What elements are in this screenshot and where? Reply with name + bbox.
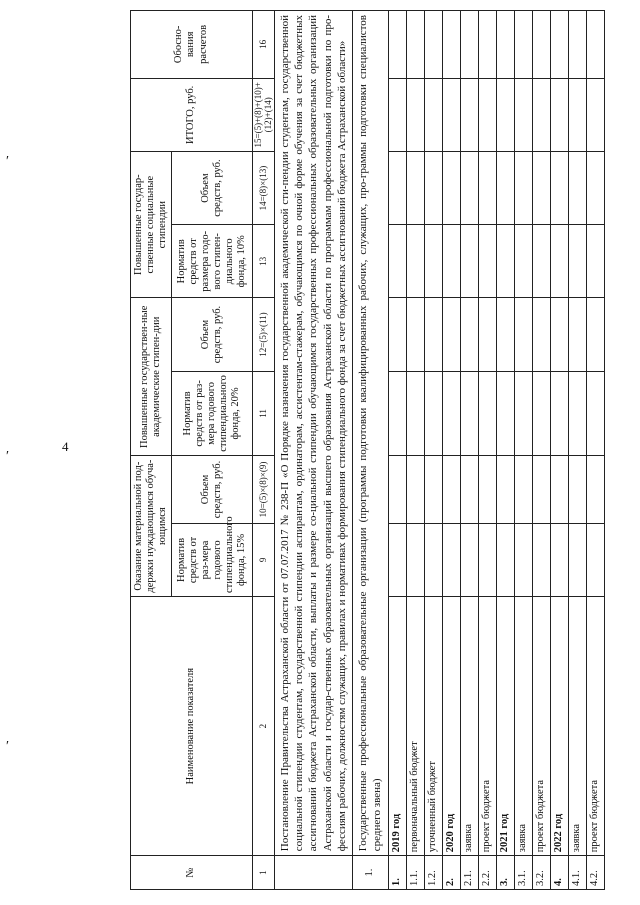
row-cell [514,78,532,151]
colnum: 14=(8)×(13) [253,151,275,224]
table-row [532,11,550,890]
row-name: заявка [514,597,532,856]
row-cell [442,456,460,524]
row-cell [568,151,586,224]
row-cell [514,151,532,224]
table-row [460,11,478,890]
row-cell [550,225,568,298]
colnum: 16 [253,11,275,79]
row-cell [460,523,478,596]
row-cell [442,78,460,151]
row-cell [388,78,406,151]
row-name: 2022 год [550,597,568,856]
row-number: 1.2. [424,856,442,890]
header-total: ИТОГО, руб. [131,78,253,151]
row-cell [496,371,514,456]
row-cell [424,456,442,524]
table-row [568,11,586,890]
row-number: 3.1. [514,856,532,890]
row-cell [478,523,496,596]
row-cell [496,151,514,224]
row-cell [568,456,586,524]
header-group-1: Оказание материальной под-держки нуждающимся обуча-ющимся [131,456,172,597]
row-cell [514,456,532,524]
margin-mark-1: ′ [6,154,10,169]
row-cell [460,298,478,371]
row-cell [496,523,514,596]
row-cell [460,78,478,151]
row-cell [532,523,550,596]
row-number: 2.2. [478,856,496,890]
row-cell [478,456,496,524]
row-name: 2020 год [442,597,460,856]
row-cell [514,225,532,298]
row-cell [388,523,406,596]
resolution-text: Постановление Правительства Астраханской области от 07.07.2017 № 238-П «О Порядке назначения государственной академической сти-пендии студентам, государственной социальной стипендии студентам, государственной стипендии аспирантам, ординаторам, ассистентам-стажерам, обучающимся по очной форме обучения за счет бюджетных ассигнований бюджета Астраханской области, выплаты и размере со-циальной стипендии обучающимся государственных профессиональных образовательных организаций Астраханской области и государ-ственных образовательных организаций высшего образования Астраханской области по программам профессиональной подготовки по про-фессиям рабочих, должностям служащих, правилах и нормативах формирования стипендиального фонда за счет бюджетных ассигнований бюджета Астраханской области» [274,11,352,856]
colnum: 2 [253,597,275,856]
row-cell [406,298,424,371]
colnum: 15=(5)+(8)+(10)+(12)+(14) [253,78,275,151]
margin-mark-3: ′ [6,739,10,754]
row-cell [406,456,424,524]
row-cell [478,78,496,151]
row-cell [424,78,442,151]
header-g3-norm: Норматив средств от размера годо-вого стипен-диального фонда, 10% [172,225,253,298]
table-row [550,11,568,890]
colnum: 10=(5)×(8)×(9) [253,456,275,524]
row-cell [550,456,568,524]
row-cell [568,298,586,371]
row-cell [550,523,568,596]
row-cell [496,456,514,524]
row-cell [532,298,550,371]
resolution-row [274,11,352,890]
row-cell [442,298,460,371]
row-cell [532,11,550,79]
table-row [478,11,496,890]
row-cell [460,225,478,298]
row-number: 3. [496,856,514,890]
table-row [586,11,604,890]
row-cell [514,523,532,596]
table-row [442,11,460,890]
row-cell [388,225,406,298]
table-row [406,11,424,890]
row-number: 2.1. [460,856,478,890]
budget-table [130,10,605,890]
row-cell [478,225,496,298]
row-cell [586,151,604,224]
table-row [388,11,406,890]
header-g1-vol: Объем средств, руб. [172,456,253,524]
row-cell [550,298,568,371]
row-cell [478,11,496,79]
row-cell [478,151,496,224]
row-cell [586,523,604,596]
row-cell [424,225,442,298]
header-g3-vol: Объем средств, руб. [172,151,253,224]
colnum: 11 [253,371,275,456]
row-cell [568,225,586,298]
section-text: Государственные профессиональные образовательные организации (программы подготовки квалифицированных рабочих, служащих, про-граммы подготовки специалистов среднего звена) [353,11,389,856]
row-cell [406,225,424,298]
row-cell [514,371,532,456]
row-name: уточненный бюджет [424,597,442,856]
header-group-2: Повышенные государствен-ные академические стипен-дии [131,298,172,456]
section-row [353,11,389,890]
row-cell [424,298,442,371]
page-number: 4 [62,439,69,454]
row-cell [514,11,532,79]
row-cell [406,371,424,456]
row-cell [406,523,424,596]
row-cell [460,371,478,456]
row-cell [478,371,496,456]
section-number: 1. [353,856,389,890]
row-cell [568,523,586,596]
row-cell [442,11,460,79]
row-cell [460,456,478,524]
row-cell [514,298,532,371]
row-cell [478,298,496,371]
row-cell [586,456,604,524]
row-cell [586,298,604,371]
row-name: проект бюджета [586,597,604,856]
table-row [424,11,442,890]
row-cell [442,151,460,224]
row-number: 2. [442,856,460,890]
header-group-3: Повышенные государ-ственные социальные стипендии [131,151,172,297]
row-cell [424,11,442,79]
row-number: 1.1. [406,856,424,890]
row-cell [532,371,550,456]
header-basis: Обосно-вания расчетов [131,11,253,79]
row-number: 4.1. [568,856,586,890]
row-cell [532,225,550,298]
header-row-1 [131,11,172,890]
row-number: 3.2. [532,856,550,890]
row-name: заявка [460,597,478,856]
row-cell [442,371,460,456]
row-cell [406,151,424,224]
row-cell [532,151,550,224]
row-number: 4. [550,856,568,890]
row-name: заявка [568,597,586,856]
row-name: 2019 год [388,597,406,856]
row-number: 4.2. [586,856,604,890]
row-name: проект бюджета [478,597,496,856]
colnum: 13 [253,225,275,298]
row-cell [496,298,514,371]
table-row [514,11,532,890]
row-cell [388,456,406,524]
row-cell [496,78,514,151]
row-cell [550,151,568,224]
row-cell [550,11,568,79]
colnum: 1 [253,856,275,890]
row-cell [388,11,406,79]
header-g1-norm: Норматив средств от раз-мера годового стипендиального фонда, 15% [172,523,253,596]
colnum: 9 [253,523,275,596]
row-cell [424,523,442,596]
row-cell [568,371,586,456]
row-cell [550,78,568,151]
header-name: Наименование показателя [131,597,253,856]
row-cell [568,78,586,151]
row-cell [532,456,550,524]
row-cell [568,11,586,79]
column-number-row [253,11,275,890]
row-cell [424,371,442,456]
row-cell [586,78,604,151]
row-cell [406,78,424,151]
header-g2-norm: Норматив средств от раз-мера годового стипендиального фонда, 20% [172,371,253,456]
row-cell [460,11,478,79]
row-cell [496,11,514,79]
row-cell [586,371,604,456]
table-row [496,11,514,890]
row-cell [388,298,406,371]
row-cell [532,78,550,151]
row-cell [406,11,424,79]
rotated-page [130,10,601,890]
margin-mark-2: ′ [6,449,10,464]
row-cell [550,371,568,456]
row-cell [388,371,406,456]
colnum: 12=(5)×(11) [253,298,275,371]
row-cell [442,523,460,596]
row-name: первоначальный бюджет [406,597,424,856]
row-cell [496,225,514,298]
row-cell [442,225,460,298]
row-cell [424,151,442,224]
row-name: 2021 год [496,597,514,856]
data-rows [388,11,604,890]
row-cell [460,151,478,224]
header-g2-vol: Объем средств, руб. [172,298,253,371]
row-name: проект бюджета [532,597,550,856]
row-cell [586,11,604,79]
row-cell [388,151,406,224]
row-cell [586,225,604,298]
row-number: 1. [388,856,406,890]
header-no: № [131,856,253,890]
